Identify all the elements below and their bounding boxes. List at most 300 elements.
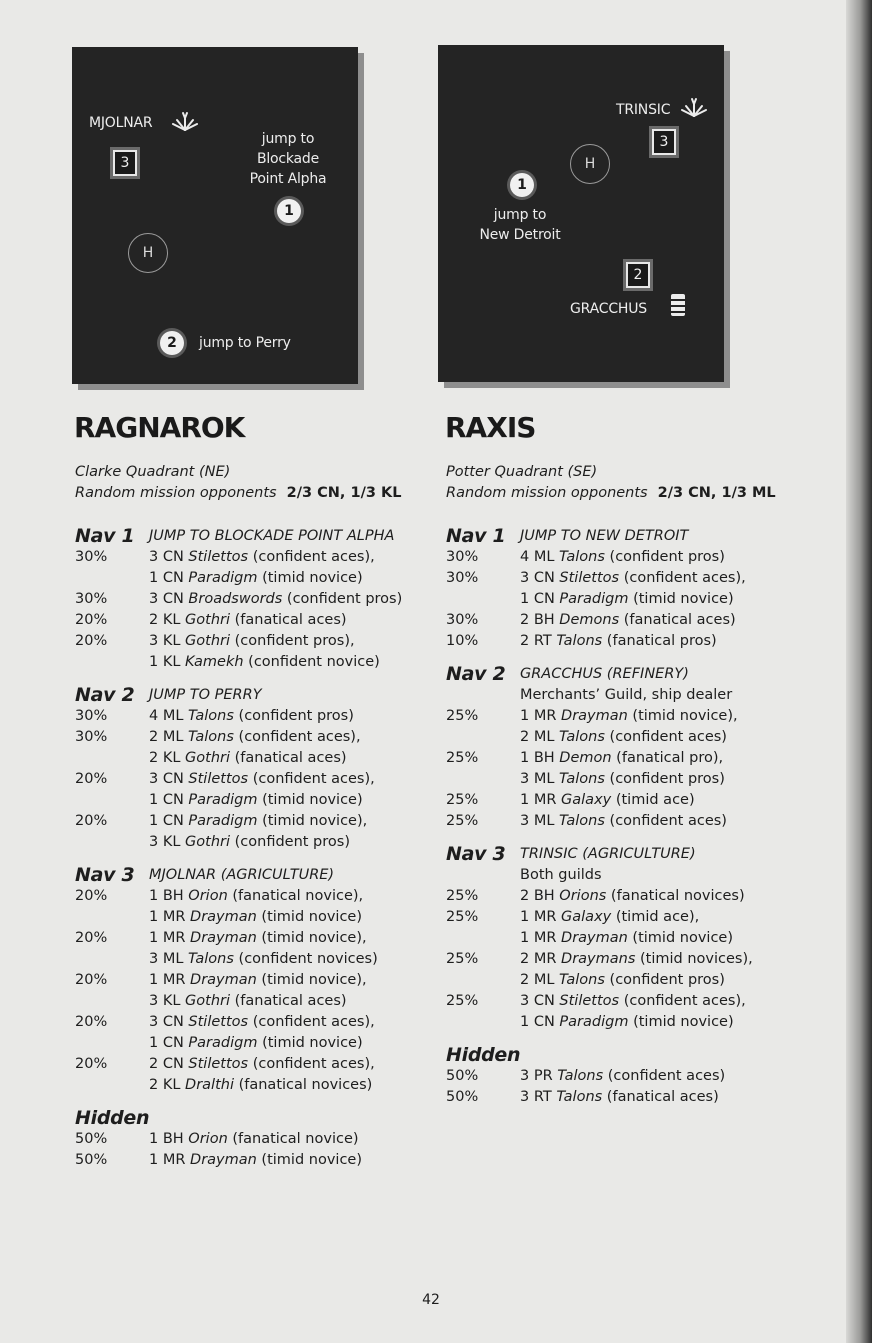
encounter-percent: 25% <box>446 993 479 1009</box>
encounter-row <box>75 769 425 790</box>
encounter-percent: 50% <box>446 1089 479 1105</box>
ship-class: Stilettos <box>559 570 620 586</box>
planet-marker-3: 3 <box>113 150 137 176</box>
encounter-percent: 25% <box>446 813 479 829</box>
ship-class: Demons <box>559 612 620 628</box>
ship-text: 1 KL <box>149 654 186 670</box>
spacer <box>75 790 149 811</box>
jump-label-blockade <box>238 129 338 189</box>
encounter-row <box>446 1066 796 1087</box>
ship-text: (confident aces) <box>604 813 727 829</box>
jump-label-line: Blockade <box>256 151 320 167</box>
ship-text: (fanatical pro), <box>611 750 724 766</box>
encounter-ships <box>520 547 796 568</box>
ship-class: Talons <box>556 633 603 649</box>
encounter-ships <box>520 949 796 970</box>
ship-class: Gothri <box>185 750 231 766</box>
system-info-raxis <box>446 462 776 504</box>
ship-class: Demon <box>559 750 612 766</box>
ship-text: (confident pros), <box>230 633 355 649</box>
encounter-row <box>446 811 796 832</box>
ship-class: Paradigm <box>188 792 258 808</box>
ship-text: (fanatical aces) <box>619 612 736 628</box>
ship-class: Stilettos <box>188 1014 249 1030</box>
ship-class: Talons <box>559 729 605 745</box>
encounter-percent: 20% <box>75 633 108 649</box>
ship-class: Talons <box>188 951 234 967</box>
encounter-row <box>446 610 796 631</box>
ship-class: Gothri <box>185 834 231 850</box>
ship-text: 4 ML <box>520 549 560 565</box>
encounter-ships <box>520 991 796 1012</box>
wheat-sprout-icon <box>680 96 708 118</box>
ship-text: 4 ML <box>149 708 189 724</box>
spacer <box>446 928 520 949</box>
spacer <box>75 652 149 673</box>
encounter-table-raxis <box>446 526 796 1108</box>
ship-text: (confident pros) <box>282 591 403 607</box>
ship-class: Galaxy <box>561 909 612 925</box>
spacer <box>75 1075 149 1096</box>
nav-note-row <box>446 865 796 886</box>
nav-note: Both guilds <box>520 867 602 883</box>
encounter-ships <box>149 568 425 589</box>
encounter-percent: 30% <box>446 570 479 586</box>
spacer <box>75 748 149 769</box>
encounter-ships <box>149 811 425 832</box>
ship-class: Talons <box>559 813 605 829</box>
encounter-percent: 50% <box>75 1131 108 1147</box>
encounter-percent: 10% <box>446 633 479 649</box>
encounter-ships <box>520 589 796 610</box>
encounter-ships <box>520 769 796 790</box>
encounter-ships <box>520 748 796 769</box>
encounter-row <box>446 568 796 589</box>
ship-text: (timid novice) <box>257 1035 363 1051</box>
spacer <box>446 970 520 991</box>
encounter-ships <box>520 1087 796 1108</box>
ship-text: 3 RT <box>520 1089 557 1105</box>
encounter-row <box>75 790 425 811</box>
encounter-row <box>75 727 425 748</box>
encounter-row <box>446 790 796 811</box>
ship-text: 2 CN <box>149 1056 189 1072</box>
ship-class: Kamekh <box>185 654 244 670</box>
ship-class: Orion <box>188 1131 228 1147</box>
encounter-ships <box>149 1129 425 1150</box>
encounter-percent: 30% <box>75 549 108 565</box>
ship-class: Talons <box>559 972 605 988</box>
encounter-row <box>446 991 796 1012</box>
encounter-percent: 30% <box>75 591 108 607</box>
opponents-label: Random mission opponents <box>446 485 648 501</box>
encounter-percent: 50% <box>75 1152 108 1168</box>
nav-label: Hidden <box>446 1044 521 1066</box>
ship-text: (confident novice) <box>243 654 380 670</box>
spacer <box>75 568 149 589</box>
ship-text: (timid ace), <box>611 909 700 925</box>
ship-class: Stilettos <box>188 1056 249 1072</box>
ship-text: (timid novice), <box>256 972 367 988</box>
system-title-raxis: RAXIS <box>445 411 536 444</box>
encounter-ships <box>149 1012 425 1033</box>
nav-destination: MJOLNAR (AGRICULTURE) <box>149 867 335 883</box>
encounter-row <box>75 1129 425 1150</box>
nav-label: Nav 3 <box>446 843 506 865</box>
ship-text: 1 CN <box>520 1014 560 1030</box>
ship-text: 3 CN <box>149 1014 189 1030</box>
encounter-percent: 25% <box>446 750 479 766</box>
spacer <box>75 907 149 928</box>
jump-label-new-detroit <box>470 205 570 245</box>
encounter-row <box>75 547 425 568</box>
ship-class: Orion <box>188 888 228 904</box>
ship-text: (confident aces), <box>248 1014 375 1030</box>
ship-text: (confident novices) <box>233 951 378 967</box>
ship-text: 1 BH <box>149 888 189 904</box>
nav-header <box>446 526 796 547</box>
spacer <box>446 769 520 790</box>
encounter-ships <box>149 970 425 991</box>
nav-destination: JUMP TO PERRY <box>149 687 262 703</box>
encounter-ships <box>149 748 425 769</box>
ship-text: 2 KL <box>149 1077 186 1093</box>
ship-text: (confident aces) <box>604 729 727 745</box>
ship-class: Draymans <box>561 951 636 967</box>
ship-text: 3 PR <box>520 1068 558 1084</box>
ship-text: (timid novice) <box>628 1014 734 1030</box>
ship-text: 2 RT <box>520 633 557 649</box>
ship-class: Gothri <box>185 612 231 628</box>
encounter-row <box>446 547 796 568</box>
encounter-row <box>75 568 425 589</box>
encounter-percent: 20% <box>75 888 108 904</box>
ship-text: 2 ML <box>520 729 560 745</box>
ship-text: (timid novice), <box>256 930 367 946</box>
opponents-value: 2/3 CN, 1/3 ML <box>657 485 776 501</box>
encounter-ships <box>149 991 425 1012</box>
planet-marker-3: 3 <box>652 129 676 155</box>
ship-text: 3 CN <box>149 771 189 787</box>
ship-text: 1 MR <box>520 909 562 925</box>
ship-text: (confident pros) <box>604 771 725 787</box>
ship-class: Dralthi <box>185 1077 234 1093</box>
encounter-ships <box>149 589 425 610</box>
nav-label: Hidden <box>75 1107 150 1129</box>
encounter-row <box>446 1012 796 1033</box>
nav-destination: GRACCHUS (REFINERY) <box>520 666 689 682</box>
ship-text: (confident aces), <box>248 549 375 565</box>
ship-text: (timid ace) <box>611 792 695 808</box>
nav-label: Nav 1 <box>75 525 135 547</box>
encounter-row <box>446 748 796 769</box>
spacer <box>446 589 520 610</box>
ship-class: Drayman <box>561 708 628 724</box>
ship-class: Paradigm <box>188 813 258 829</box>
ship-text: (confident aces), <box>619 993 746 1009</box>
ship-text: 2 MR <box>520 951 562 967</box>
encounter-percent: 25% <box>446 792 479 808</box>
nav-label: Nav 2 <box>446 663 506 685</box>
encounter-row <box>446 706 796 727</box>
spacer <box>75 1033 149 1054</box>
encounter-percent: 20% <box>75 612 108 628</box>
encounter-percent: 25% <box>446 951 479 967</box>
wheat-sprout-icon <box>171 110 199 132</box>
ship-text: 3 ML <box>520 813 560 829</box>
ship-class: Stilettos <box>188 771 249 787</box>
nav-label: Nav 1 <box>446 525 506 547</box>
planet-name-mjolnar: MJOLNAR <box>89 115 153 131</box>
spacer <box>446 727 520 748</box>
ship-text: (fanatical novice) <box>227 1131 359 1147</box>
ship-text: 3 KL <box>149 993 186 1009</box>
ship-text: (fanatical aces) <box>602 1089 719 1105</box>
ship-class: Broadswords <box>188 591 283 607</box>
ship-text: 1 MR <box>520 708 562 724</box>
encounter-ships <box>520 727 796 748</box>
ship-text: 2 BH <box>520 888 560 904</box>
ship-text: (timid novice) <box>628 591 734 607</box>
ship-text: 1 CN <box>149 570 189 586</box>
encounter-row <box>446 589 796 610</box>
encounter-ships <box>520 1012 796 1033</box>
ship-text: (confident aces) <box>603 1068 726 1084</box>
ship-class: Gothri <box>185 633 231 649</box>
encounter-row <box>75 748 425 769</box>
ship-class: Talons <box>188 729 234 745</box>
ship-text: 2 KL <box>149 612 186 628</box>
ship-class: Paradigm <box>188 570 258 586</box>
ship-text: 1 CN <box>149 792 189 808</box>
encounter-row <box>75 1075 425 1096</box>
ship-class: Talons <box>559 771 605 787</box>
encounter-row <box>446 907 796 928</box>
nav-header <box>446 844 796 865</box>
encounter-row <box>446 970 796 991</box>
encounter-percent: 20% <box>75 1056 108 1072</box>
encounter-ships <box>520 706 796 727</box>
nav-header <box>446 664 796 685</box>
encounter-percent: 25% <box>446 909 479 925</box>
encounter-ships <box>149 610 425 631</box>
encounter-row <box>446 769 796 790</box>
encounter-percent: 25% <box>446 888 479 904</box>
fuel-barrel-icon <box>670 293 686 317</box>
encounter-percent: 20% <box>75 813 108 829</box>
page-number: 42 <box>422 1292 440 1308</box>
ship-text: (fanatical novices) <box>606 888 745 904</box>
encounter-ships <box>520 928 796 949</box>
encounter-row <box>75 610 425 631</box>
encounter-ships <box>149 1033 425 1054</box>
encounter-ships <box>149 790 425 811</box>
encounter-ships <box>520 568 796 589</box>
encounter-row <box>75 991 425 1012</box>
ship-text: (timid novice) <box>256 909 362 925</box>
ship-text: (fanatical pros) <box>602 633 717 649</box>
spacer <box>446 685 520 706</box>
ship-text: 1 CN <box>520 591 560 607</box>
encounter-percent: 20% <box>75 972 108 988</box>
ship-text: (timid novice) <box>257 570 363 586</box>
ship-class: Paradigm <box>559 591 629 607</box>
planet-name-trinsic: TRINSIC <box>616 102 671 118</box>
ship-class: Stilettos <box>188 549 249 565</box>
nav-point-2: 2 <box>160 331 184 355</box>
spacer <box>446 1012 520 1033</box>
ship-text: (confident aces), <box>248 771 375 787</box>
ship-text: 1 MR <box>520 930 562 946</box>
encounter-row <box>75 832 425 853</box>
encounter-row <box>75 970 425 991</box>
nav-header <box>75 685 425 706</box>
home-base-marker: H <box>570 144 610 184</box>
encounter-ships <box>520 811 796 832</box>
encounter-ships <box>149 907 425 928</box>
ship-text: 3 CN <box>520 993 560 1009</box>
ship-text: 3 ML <box>149 951 189 967</box>
ship-text: 3 KL <box>149 834 186 850</box>
encounter-ships <box>149 886 425 907</box>
encounter-percent: 25% <box>446 708 479 724</box>
quadrant-label: Clarke Quadrant (NE) <box>75 464 231 480</box>
opponents-value: 2/3 CN, 1/3 KL <box>286 485 402 501</box>
raxis-system-map <box>438 45 724 382</box>
jump-label-line: jump to <box>493 207 547 223</box>
encounter-percent: 30% <box>446 549 479 565</box>
encounter-row <box>446 949 796 970</box>
encounter-row <box>446 631 796 652</box>
ship-class: Stilettos <box>559 993 620 1009</box>
encounter-ships <box>520 970 796 991</box>
jump-label-line: New Detroit <box>479 227 561 243</box>
ship-text: 1 MR <box>149 1152 191 1168</box>
encounter-ships <box>149 727 425 748</box>
encounter-row <box>446 928 796 949</box>
ship-text: 3 ML <box>520 771 560 787</box>
ship-text: (confident pros) <box>230 834 350 850</box>
ship-text: 1 CN <box>149 1035 189 1051</box>
ship-class: Talons <box>556 1089 603 1105</box>
ship-text: (fanatical aces) <box>230 612 347 628</box>
encounter-ships <box>149 547 425 568</box>
nav-destination: TRINSIC (AGRICULTURE) <box>520 846 696 862</box>
ship-text: (confident pros) <box>604 549 725 565</box>
ship-text: (timid novices), <box>635 951 753 967</box>
encounter-ships <box>149 706 425 727</box>
ship-text: (confident aces), <box>248 1056 375 1072</box>
encounter-row <box>75 1150 425 1171</box>
ship-class: Talons <box>557 1068 604 1084</box>
nav-header <box>75 865 425 886</box>
nav-label: Nav 3 <box>75 864 135 886</box>
system-info-ragnarok <box>75 462 401 504</box>
ship-class: Gothri <box>185 993 231 1009</box>
ship-text: (timid novice) <box>256 1152 362 1168</box>
encounter-row <box>75 1012 425 1033</box>
ship-text: 2 ML <box>520 972 560 988</box>
encounter-percent: 30% <box>75 729 108 745</box>
ship-text: 1 MR <box>149 930 191 946</box>
opponents-label: Random mission opponents <box>75 485 277 501</box>
nav-header <box>75 1108 425 1129</box>
nav-note-row <box>446 685 796 706</box>
ship-text: (timid novice) <box>627 930 733 946</box>
ship-text: (fanatical novice), <box>227 888 364 904</box>
ragnarok-system-map <box>72 47 358 384</box>
planet-name-gracchus: GRACCHUS <box>570 301 647 317</box>
ship-class: Talons <box>188 708 234 724</box>
ship-text: 2 KL <box>149 750 186 766</box>
nav-destination: JUMP TO BLOCKADE POINT ALPHA <box>149 528 395 544</box>
ship-text: 2 ML <box>149 729 189 745</box>
encounter-ships <box>520 790 796 811</box>
ship-text: (timid novice), <box>257 813 368 829</box>
ship-class: Drayman <box>561 930 628 946</box>
encounter-percent: 20% <box>75 1014 108 1030</box>
ship-text: 3 CN <box>149 549 189 565</box>
encounter-ships <box>149 1075 425 1096</box>
ship-text: 1 BH <box>149 1131 189 1147</box>
jump-label-perry: jump to Perry <box>199 335 291 351</box>
nav-note: Merchants’ Guild, ship dealer <box>520 687 733 703</box>
ship-class: Drayman <box>190 972 257 988</box>
ship-class: Drayman <box>190 930 257 946</box>
ship-text: 1 MR <box>149 909 191 925</box>
nav-header <box>446 1045 796 1066</box>
encounter-row <box>75 907 425 928</box>
encounter-ships <box>149 1054 425 1075</box>
encounter-percent: 50% <box>446 1068 479 1084</box>
jump-label-line: Point Alpha <box>249 171 327 187</box>
encounter-ships <box>520 610 796 631</box>
spacer <box>75 991 149 1012</box>
nav-header <box>75 526 425 547</box>
encounter-ships <box>520 1066 796 1087</box>
home-base-marker: H <box>128 233 168 273</box>
encounter-percent: 30% <box>446 612 479 628</box>
encounter-ships <box>520 907 796 928</box>
encounter-ships <box>520 886 796 907</box>
encounter-row <box>75 706 425 727</box>
encounter-row <box>75 1033 425 1054</box>
encounter-row <box>75 652 425 673</box>
encounter-ships <box>149 652 425 673</box>
encounter-row <box>446 1087 796 1108</box>
encounter-percent: 20% <box>75 771 108 787</box>
ship-class: Drayman <box>190 909 257 925</box>
encounter-percent: 20% <box>75 930 108 946</box>
ship-class: Paradigm <box>559 1014 629 1030</box>
nav-point-1: 1 <box>510 173 534 197</box>
encounter-ships <box>149 949 425 970</box>
ship-text: 1 MR <box>149 972 191 988</box>
ship-text: (timid novice), <box>627 708 738 724</box>
jump-label-line: jump to <box>261 131 315 147</box>
spacer <box>75 832 149 853</box>
encounter-ships <box>149 769 425 790</box>
ship-text: 3 CN <box>520 570 560 586</box>
encounter-row <box>75 886 425 907</box>
ship-text: 2 BH <box>520 612 560 628</box>
encounter-row <box>75 811 425 832</box>
encounter-table-ragnarok <box>75 526 425 1171</box>
spacer <box>446 865 520 886</box>
ship-class: Orions <box>559 888 607 904</box>
encounter-ships <box>149 631 425 652</box>
ship-text: (fanatical aces) <box>230 993 347 1009</box>
